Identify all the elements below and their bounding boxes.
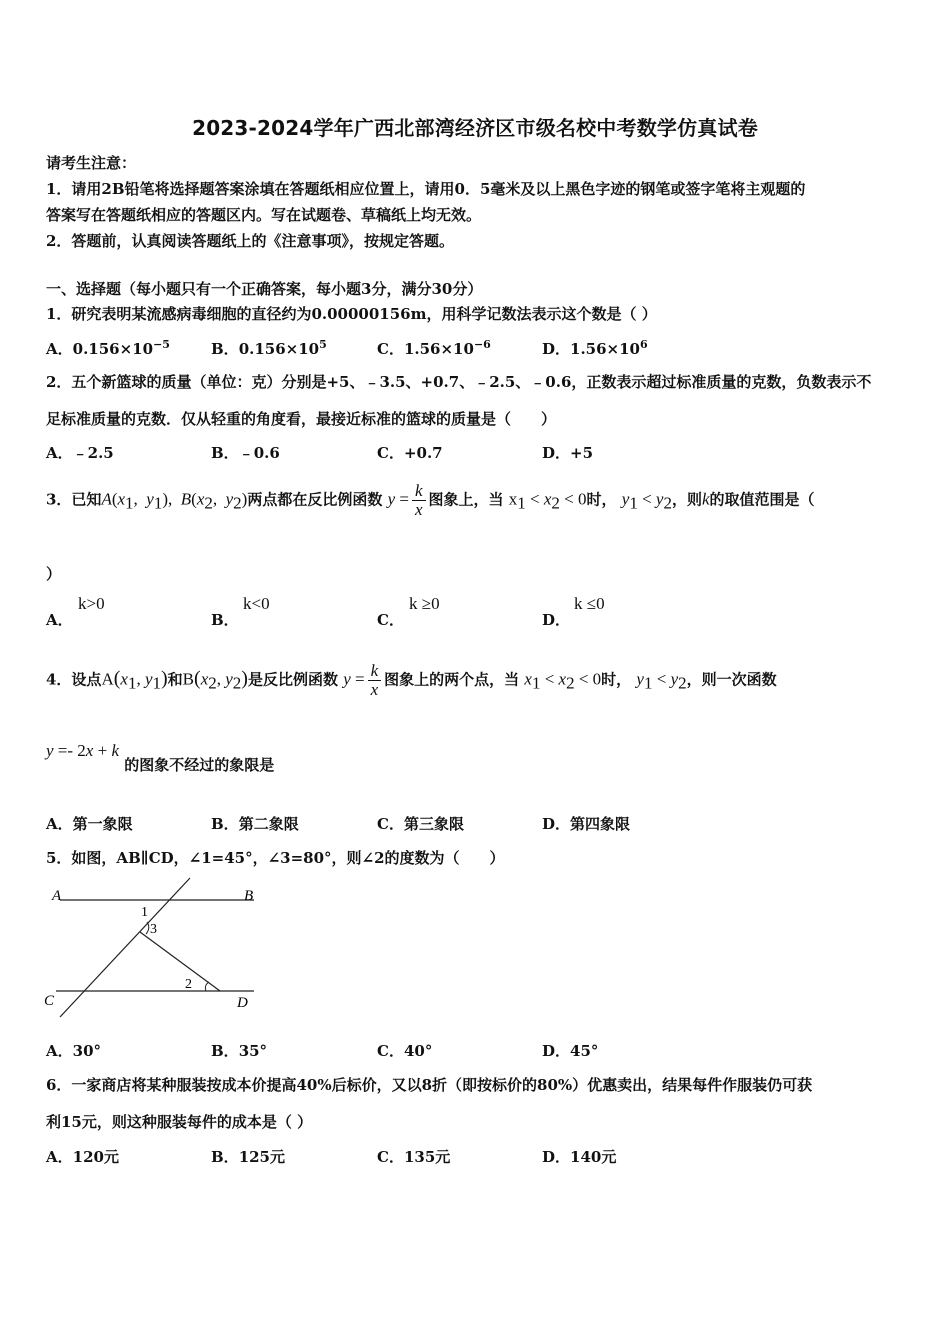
option-text: 第一象限 xyxy=(72,815,133,833)
option-text: 140元 xyxy=(570,1148,617,1166)
q3-text-3: 时， xyxy=(586,490,617,509)
q4-option-c[interactable] xyxy=(377,813,464,834)
option-base: 0.156×10 xyxy=(72,340,154,358)
option-letter: A． xyxy=(46,815,73,833)
q4-stem: 4．设点$A(x_1$, $y_1$)和$B(x_2$, $y_2$)是反比例函数 y = $\frac{k}{x}$ 图象上的两个点，当 $x_1 < x_2 < 0$时， $y_1 < y_2$，则一次函数 xyxy=(46,661,777,699)
option-text: 35° xyxy=(238,1042,268,1060)
option-letter: D． xyxy=(542,444,571,462)
option-letter: B． xyxy=(211,815,239,833)
q2-stem-line-1: 2．五个新篮球的质量（单位：克）分别是+5、﹣3.5、+0.7、﹣2.5、﹣0.6，正数表示超过标准质量的克数，负数表示不 xyxy=(46,373,872,391)
option-letter: C． xyxy=(377,815,404,833)
q2-option-a[interactable] xyxy=(46,442,114,463)
q3-close-paren: ） xyxy=(46,565,62,583)
option-text: ﹣0.6 xyxy=(238,444,280,462)
option-letter: C． xyxy=(377,340,404,358)
label-d: D xyxy=(237,995,248,1011)
q3-stem: 3．已知$A(x_1$, $y_1$), $B(x_2$, $y_2$)两点都在反比例函数 y = $\frac{k}{x}$ 图象上，当 $x_1 < x_2 < 0$时， $y_1 < y_2$，则k的取值范围是（ xyxy=(46,481,815,519)
q3-option-a-text[interactable]: k>0 xyxy=(78,594,105,613)
option-letter: D． xyxy=(542,815,571,833)
option-text: +5 xyxy=(570,444,594,462)
option-letter: A． xyxy=(46,1042,73,1060)
option-text: 第四象限 xyxy=(570,815,631,833)
label-angle-3: 3 xyxy=(150,922,157,937)
option-exponent: −5 xyxy=(153,338,170,351)
notice-item-1-line-2: 答案写在答题纸相应的答题区内。写在试题卷、草稿纸上均无效。 xyxy=(46,206,482,224)
q1-option-d[interactable] xyxy=(542,338,648,359)
q3-number: 3．已知 xyxy=(46,490,102,509)
option-letter: D． xyxy=(542,1148,571,1166)
option-letter: A． xyxy=(46,1148,73,1166)
q2-option-c[interactable] xyxy=(377,442,443,463)
q3-option-a-letter[interactable]: A． xyxy=(46,611,73,629)
q5-option-a[interactable] xyxy=(46,1040,101,1061)
q4-stem-line-2: y =- 2x + k 的图象不经过的象限是 xyxy=(46,741,275,774)
q4-text-1: 和 xyxy=(167,670,183,689)
q1-option-a[interactable] xyxy=(46,338,170,359)
notice-item-1-line-1: 1．请用2B铅笔将选择题答案涂填在答题纸相应位置上，请用0．5毫米及以上黑色字迹的钢笔或签字笔将主观题的 xyxy=(46,180,806,198)
section-heading: 一、选择题（每小题只有一个正确答案，每小题3分，满分30分） xyxy=(46,280,483,298)
option-letter: A． xyxy=(46,340,73,358)
angle-2-arc xyxy=(205,982,209,991)
q2-option-d[interactable] xyxy=(542,442,593,463)
option-exponent: −6 xyxy=(473,338,491,351)
option-letter: C． xyxy=(377,1042,404,1060)
label-angle-2: 2 xyxy=(185,977,192,992)
notice-item-2: 2．答题前，认真阅读答题纸上的《注意事项》，按规定答题。 xyxy=(46,232,454,250)
q3-option-b-text[interactable]: k<0 xyxy=(243,594,270,613)
q2-option-b[interactable] xyxy=(211,442,280,463)
option-text: 第三象限 xyxy=(403,815,464,833)
q4-point-a: A xyxy=(101,669,114,689)
option-letter: B． xyxy=(211,1042,239,1060)
q3-point-b: B xyxy=(180,489,192,509)
q2-stem-line-2: 足标准质量的克数．仅从轻重的角度看，最接近标准的篮球的质量是（ ） xyxy=(46,410,557,428)
q6-option-b[interactable] xyxy=(211,1146,285,1167)
transversal-line xyxy=(60,878,190,1017)
option-letter: B． xyxy=(211,444,239,462)
q3-option-c-letter[interactable]: C． xyxy=(377,611,404,629)
option-text: 125元 xyxy=(238,1148,285,1166)
option-base: 1.56×10 xyxy=(570,340,640,358)
option-text: 120元 xyxy=(72,1148,119,1166)
q3-point-a: A xyxy=(101,489,112,509)
option-letter: B． xyxy=(211,340,239,358)
option-exponent: 6 xyxy=(640,338,648,351)
option-letter: B． xyxy=(211,1148,239,1166)
q3-text-5: 的取值范围是（ xyxy=(709,490,815,509)
option-exponent: 5 xyxy=(319,338,327,351)
q4-option-d[interactable] xyxy=(542,813,630,834)
label-b: B xyxy=(244,888,254,904)
q5-figure xyxy=(38,872,268,1022)
option-base: 1.56×10 xyxy=(403,340,474,358)
label-a: A xyxy=(52,888,62,904)
q1-option-b[interactable] xyxy=(211,338,327,359)
q4-text-3: 图象上的两个点，当 xyxy=(384,670,520,689)
q3-text-1: 两点都在反比例函数 xyxy=(247,490,383,509)
notice-heading: 请考生注意： xyxy=(46,154,137,172)
option-text: ﹣2.5 xyxy=(72,444,114,462)
q5-option-c[interactable] xyxy=(377,1040,432,1061)
q6-stem-line-2: 利15元，则这种服装每件的成本是（ ） xyxy=(46,1113,313,1131)
label-c: C xyxy=(44,993,55,1009)
option-letter: C． xyxy=(377,1148,404,1166)
q4-text-line-2: 的图象不经过的象限是 xyxy=(124,756,275,774)
option-text: 40° xyxy=(403,1042,433,1060)
q3-option-d-letter[interactable]: D． xyxy=(542,611,571,629)
q4-text-2: 是反比例函数 xyxy=(247,670,338,689)
q4-text-5: ，则一次函数 xyxy=(686,670,777,689)
option-base: 0.156×10 xyxy=(238,340,320,358)
q4-number: 4．设点 xyxy=(46,670,102,689)
option-text: 45° xyxy=(570,1042,599,1060)
q1-option-c[interactable] xyxy=(377,338,491,359)
q5-option-d[interactable] xyxy=(542,1040,598,1061)
option-text: +0.7 xyxy=(403,444,443,462)
q4-point-b: B xyxy=(182,669,195,689)
q3-option-b-letter[interactable]: B． xyxy=(211,611,239,629)
q5-option-b[interactable] xyxy=(211,1040,267,1061)
q6-stem-line-1: 6．一家商店将某种服装按成本价提高40%后标价，又以8折（即按标价的80%）优惠卖出，结果每件作服装仍可获 xyxy=(46,1076,813,1094)
option-letter: D． xyxy=(542,340,571,358)
q4-text-4: 时， xyxy=(601,670,632,689)
option-text: 135元 xyxy=(403,1148,451,1166)
q3-text-4: ，则 xyxy=(671,490,702,509)
q6-option-a[interactable] xyxy=(46,1146,119,1167)
q3-option-d-text[interactable]: k ≤0 xyxy=(574,594,605,613)
q1-stem: 1．研究表明某流感病毒细胞的直径约为0.00000156m，用科学记数法表示这个数是（ ） xyxy=(46,305,657,323)
page-title: 2023-2024学年广西北部湾经济区市级名校中考数学仿真试卷 xyxy=(192,116,758,140)
q3-option-c-text[interactable]: k ≥0 xyxy=(409,594,440,613)
option-letter: C． xyxy=(377,444,404,462)
label-angle-1: 1 xyxy=(141,905,148,920)
q4-fraction: $\frac{k}{x}$ xyxy=(368,662,382,699)
option-letter: A． xyxy=(46,444,73,462)
q4-option-b[interactable] xyxy=(211,813,299,834)
q5-stem: 5．如图，AB∥CD，∠1=45°，∠3=80°，则∠2的度数为（ ） xyxy=(46,849,505,867)
option-text: 第二象限 xyxy=(238,815,299,833)
q3-fraction: $\frac{k}{x}$ xyxy=(412,482,426,519)
option-letter: D． xyxy=(542,1042,571,1060)
option-text: 30° xyxy=(72,1042,102,1060)
q6-option-d[interactable] xyxy=(542,1146,616,1167)
q6-option-c[interactable] xyxy=(377,1146,450,1167)
q3-text-2: 图象上，当 xyxy=(428,490,504,509)
q4-option-a[interactable] xyxy=(46,813,133,834)
